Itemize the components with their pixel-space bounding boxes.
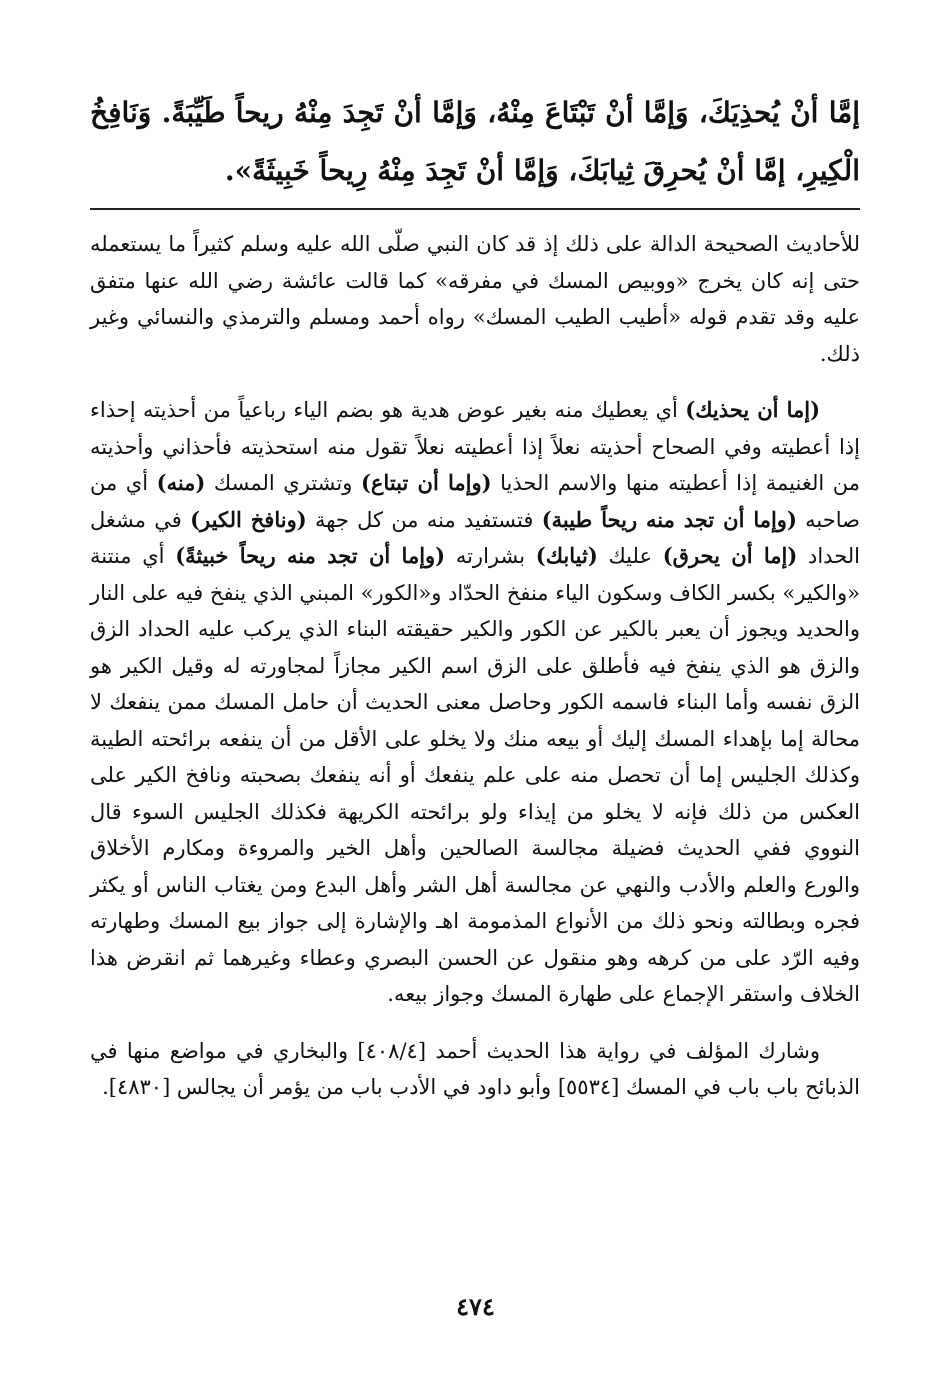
quoted-phrase: (إما أن يحذيك) bbox=[685, 397, 820, 422]
commentary-text: فتستفيد منه من كل جهة bbox=[306, 507, 542, 532]
commentary-text: في مشغل الحداد bbox=[90, 507, 860, 568]
quoted-phrase: (ثيابك) bbox=[535, 543, 598, 568]
quoted-phrase: (ونافخ الكير) bbox=[190, 506, 307, 532]
quoted-phrase: (وإما أن تبتاع) bbox=[360, 470, 492, 495]
commentary-text: عليك bbox=[597, 544, 663, 568]
commentary-text: أي منتنة «والكير» بكسر الكاف وسكون الياء منفخ الحدّاد و«الكور» المبني الذي ينفخ فيه على النار والحديد ويجوز أن يعبر بالكير عن الكور والكير حقيقته البناء الذي يركب عليه الحداد الزق والزق هو الذي ينفخ فيه فأطلق على الزق اسم الكير مجازاً لمجاورته له وقيل الكير هو الزق نفسه وأما البناء فاسمه الكور وحاصل معنى الحديث أن حامل المسك ممن ينفعك لا محالة إما بإهداء المسك إليك أو بيعه منك ولا يخلو على الأقل من أن ينفعه برائحته الطيبة وكذلك الجليس إما أن تحصل منه على علم ينفعك أو أنه ينفعك بصحبته ونافخ الكير على العكس من ذلك فإنه لا يخلو من إيذاء ولو برائحته الكريهة فكذلك الجليس السوء قال النووي ففي الحديث فضيلة مجالسة الصالحين وأهل الخير والمروءة ومكارم الأخلاق والورع والعلم والأدب والنهي عن مجالسة أهل الشر وأهل البدع ومن يغتاب الناس أو يكثر فجره وبطالته ونحو ذلك من الأنواع المذمومة اهـ والإشارة إلى جواز بيع المسك وطهارته وفيه الرّد على من كرهه وهو منقول عن الحسن البصري وعطاء وغيرهما ثم انقرض هذا الخلاف واستقر الإجماع على طهارة المسك وجواز بيعه. bbox=[90, 544, 860, 1006]
commentary-paragraph-3: وشارك المؤلف في رواية هذا الحديث أحمد [٤٠٨/٤] والبخاري في مواضع منها في الذبائح باب باب في المسك [٥٥٣٤] وأبو داود في الأدب باب من يؤمر أن يجالس [٤٨٣٠]. bbox=[90, 1038, 860, 1099]
quoted-phrase: (إما أن يحرق) bbox=[662, 543, 798, 568]
commentary-body bbox=[90, 226, 860, 1126]
commentary-paragraph-2 bbox=[90, 392, 860, 1013]
quoted-phrase: (وإما أن تجد منه ريحاً طيبة) bbox=[541, 506, 797, 532]
quoted-phrase: (وإما أن تجد منه ريحاً خبيثةً) bbox=[175, 543, 446, 568]
commentary-paragraph-1: للأحاديث الصحيحة الدالة على ذلك إذ قد كان النبي صلّى الله عليه وسلم كثيراً ما يستعمله حتى إنه كان يخرج «ووبيص المسك في مفرقه» كما قالت عائشة رضي الله عنها متفق عليه وقد تقدم قوله «أطيب الطيب المسك» رواه أحمد ومسلم والترمذي والنسائي وغير ذلك. bbox=[90, 232, 860, 366]
commentary-text: بشرارته bbox=[445, 544, 536, 568]
page-number: ٤٧٤ bbox=[456, 1292, 495, 1321]
hadith-text: إمَّا أنْ يُحذِيَكَ، وَإمَّا أنْ تَبْتَاعَ مِنْهُ، وَإمَّا أنْ تَجِدَ مِنْهُ ريحاً طَيِّبَةً. وَنَافِخُ الْكِيرِ، إمَّا أنْ يُحرِقَ ثِيابَكَ، وَإمَّا أنْ تَجِدَ مِنْهُ رِيحاً خَبِيثَةً». bbox=[90, 96, 860, 187]
hadith-block bbox=[90, 84, 860, 200]
commentary-text: أي من صاحبه bbox=[90, 471, 860, 532]
commentary-text: وتشتري المسك bbox=[205, 471, 361, 495]
quoted-phrase: (منه) bbox=[156, 470, 206, 495]
commentary-text: أي يعطيك منه بغير عوض هدية هو بضم الياء رباعياً من أحذيته إحذاء إذا أعطيته وفي الصحاح أحذيته نعلاً إذا أعطيته نعلاً تقول منه استحذيته فأحذاني وأحذيته من الغنيمة إذا أعطيته منها والاسم الحذيا bbox=[90, 398, 860, 495]
separator-rule bbox=[90, 208, 860, 210]
